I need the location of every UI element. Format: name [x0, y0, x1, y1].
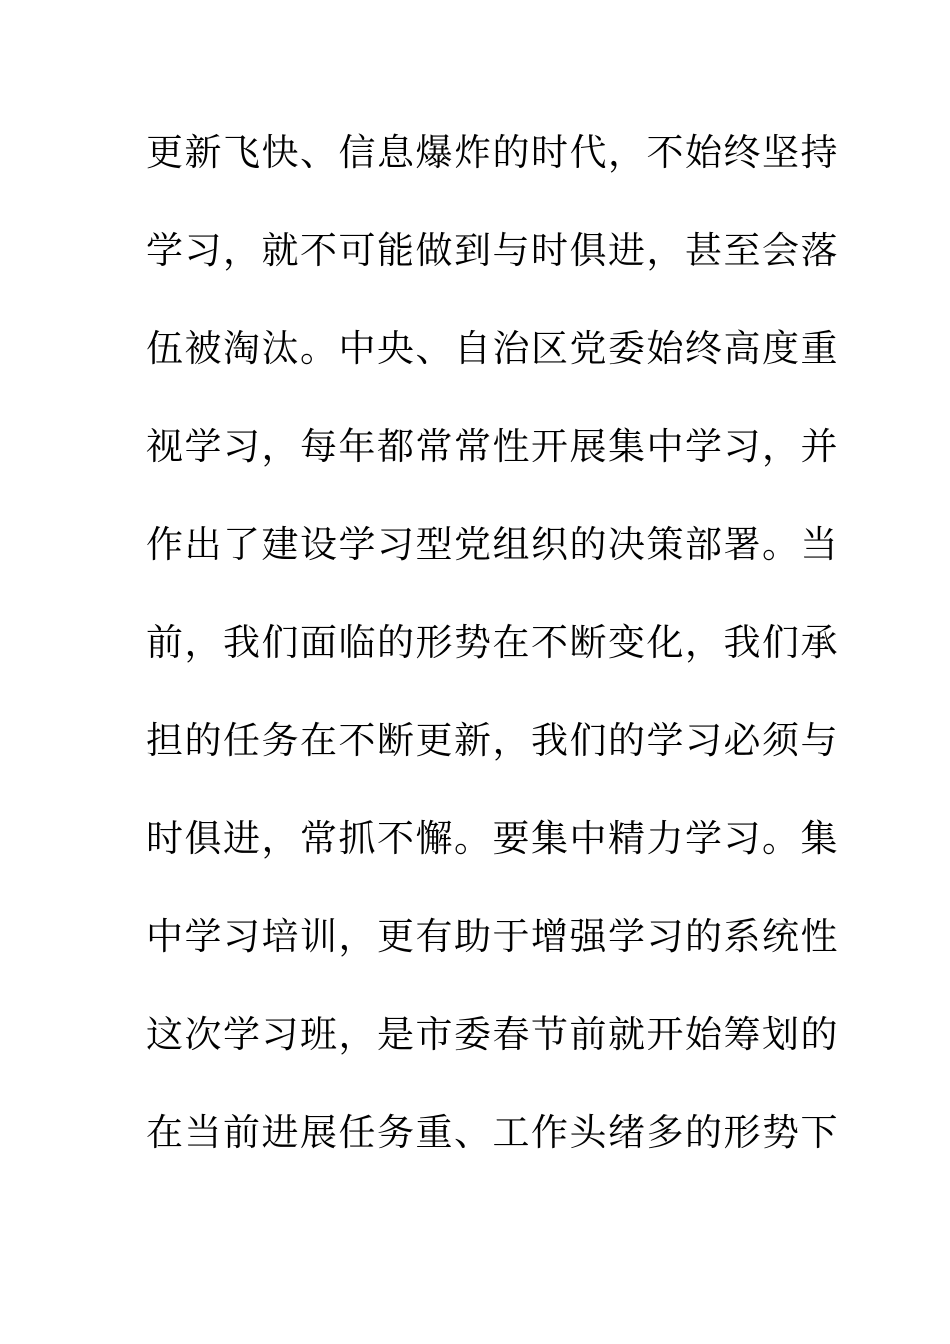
- text-line-9: 中学习培训，更有助于增强学习的系统性: [146, 915, 839, 958]
- text-line-4: 视学习，每年都常常性开展集中学习，并: [146, 425, 839, 468]
- text-line-1: 更新飞快、信息爆炸的时代，不始终坚持: [146, 131, 839, 174]
- text-line-2: 学习，就不可能做到与时俱进，甚至会落: [146, 229, 839, 272]
- text-line-6: 前，我们面临的形势在不断变化，我们承: [146, 621, 839, 664]
- text-line-8: 时俱进，常抓不懈。要集中精力学习。集: [146, 817, 839, 860]
- text-line-10: 这次学习班，是市委春节前就开始筹划的: [146, 1013, 839, 1056]
- text-line-5: 作出了建设学习型党组织的决策部署。当: [146, 523, 839, 566]
- text-line-7: 担的任务在不断更新，我们的学习必须与: [146, 719, 839, 762]
- text-line-11: 在当前进展任务重、工作头绪多的形势下: [146, 1111, 839, 1154]
- text-line-3: 伍被淘汰。中央、自治区党委始终高度重: [146, 327, 839, 370]
- body-text: [146, 123, 839, 1201]
